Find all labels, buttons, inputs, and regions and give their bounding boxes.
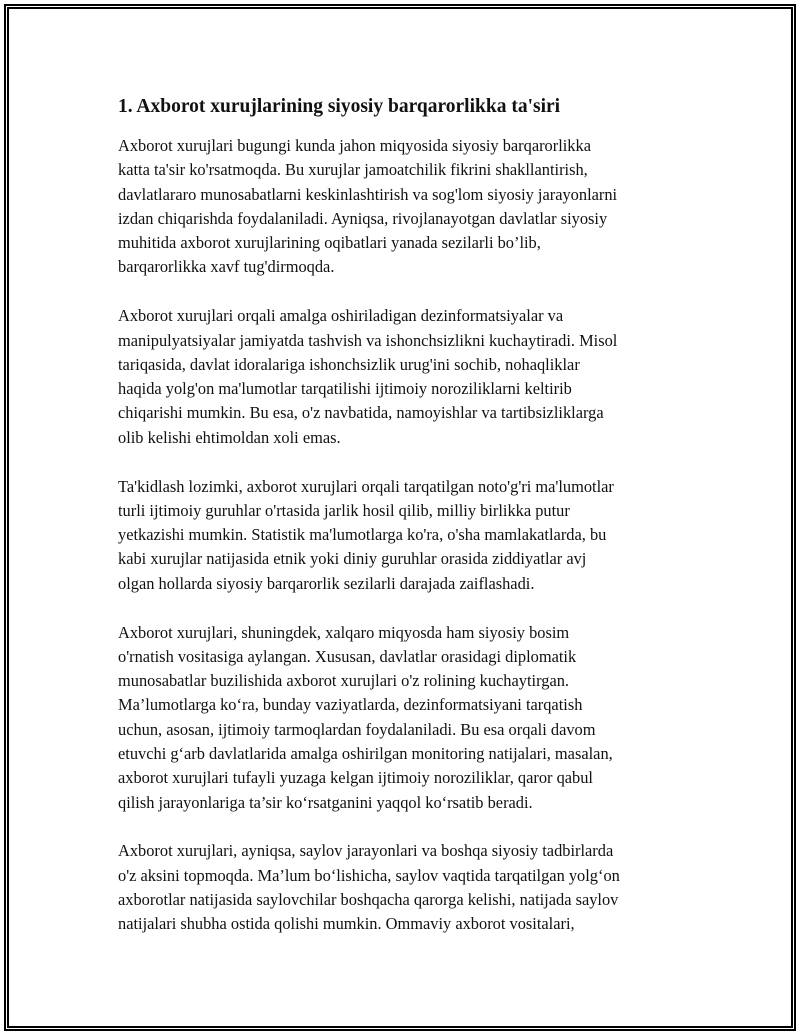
text-line: haqida yolg'on ma'lumotlar tarqatilishi ijtimoiy noroziliklarni keltirib xyxy=(118,379,572,399)
paragraph-2 xyxy=(118,304,698,450)
paragraph-3 xyxy=(118,475,698,596)
document-body xyxy=(118,93,698,961)
text-line: katta ta'sir ko'rsatmoqda. Bu xurujlar jamoatchilik fikrini shakllantirish, xyxy=(118,160,588,180)
text-line: turli ijtimoiy guruhlar o'rtasida jarlik hosil qilib, milliy birlikka putur xyxy=(118,500,570,520)
text-line: Ta'kidlash lozimki, axborot xurujlari orqali tarqatilgan noto'g'ri ma'lumotlar xyxy=(118,476,614,496)
text-line: tariqasida, davlat idoralariga ishonchsizlik urug'ini sochib, nohaqliklar xyxy=(118,354,580,374)
text-line: kabi xurujlar natijasida etnik yoki diniy guruhlar orasida ziddiyatlar avj xyxy=(118,549,587,569)
text-line: Axborot xurujlari, ayniqsa, saylov jarayonlari va boshqa siyosiy tadbirlarda xyxy=(118,841,614,861)
text-line: izdan chiqarishda foydalaniladi. Ayniqsa, rivojlanayotgan davlatlar siyosiy xyxy=(118,208,608,228)
paragraph-4 xyxy=(118,621,698,815)
text-line: axborot xurujlari tufayli yuzaga kelgan ijtimoiy noroziliklar, qaror qabul xyxy=(118,768,593,788)
text-line: olgan hollarda siyosiy barqarorlik sezilarli darajada zaiflashadi. xyxy=(118,573,535,593)
section-heading: 1. Axborot xurujlarining siyosiy barqarorlikka ta'siri xyxy=(118,96,561,117)
text-line: davlatlararo munosabatlarni keskinlashtirish va sog'lom siyosiy jarayonlarni xyxy=(118,184,618,204)
text-line: muhitida axborot xurujlarining oqibatlari yanada sezilarli bo’lib, xyxy=(118,233,541,253)
text-line: qilish jarayonlariga ta’sir ko‘rsatganini yaqqol ko‘rsatib beradi. xyxy=(118,792,533,812)
text-line: Axborot xurujlari bugungi kunda jahon miqyosida siyosiy barqarorlikka xyxy=(118,136,591,155)
text-line: barqarorlikka xavf tug'dirmoqda. xyxy=(118,257,335,277)
text-line: uchun, asosan, ijtimoiy tarmoqlardan foydalaniladi. Bu esa orqali davom xyxy=(118,719,596,739)
text-line: olib kelishi ehtimoldan xoli emas. xyxy=(118,427,341,447)
text-line: natijalari shubha ostida qolishi mumkin. Ommaviy axborot vositalari, xyxy=(118,914,575,934)
text-line: Axborot xurujlari orqali amalga oshiriladigan dezinformatsiyalar va xyxy=(118,306,564,326)
paragraph-5 xyxy=(118,839,698,936)
text-line: axborotlar natijasida saylovchilar boshqacha qarorga kelishi, natijada saylov xyxy=(118,890,619,910)
text-line: chiqarishi mumkin. Bu esa, o'z navbatida, namoyishlar va tartibsizliklarga xyxy=(118,403,604,423)
text-line: Axborot xurujlari, shuningdek, xalqaro miqyosda ham siyosiy bosim xyxy=(118,622,570,642)
text-line: o'rnatish vositasiga aylangan. Xususan, davlatlar orasidagi diplomatik xyxy=(118,646,577,666)
text-line: yetkazishi mumkin. Statistik ma'lumotlarga ko'ra, o'sha mamlakatlarda, bu xyxy=(118,525,607,545)
paragraph-1 xyxy=(118,134,698,280)
text-line: manipulyatsiyalar jamiyatda tashvish va ishonchsizlikni kuchaytiradi. Misol xyxy=(118,330,618,350)
text-line: munosabatlar buzilishida axborot xurujlari o'z rolining kuchaytirgan. xyxy=(118,671,570,691)
text-line: o'z aksini topmoqda. Ma’lum bo‘lishicha, saylov vaqtida tarqatilgan yolg‘on xyxy=(118,865,620,885)
text-line: Ma’lumotlarga ko‘ra, bunday vaziyatlarda, dezinformatsiyani tarqatish xyxy=(118,695,583,715)
text-line: etuvchi g‘arb davlatlarida amalga oshirilgan monitoring natijalari, masalan, xyxy=(118,744,613,764)
